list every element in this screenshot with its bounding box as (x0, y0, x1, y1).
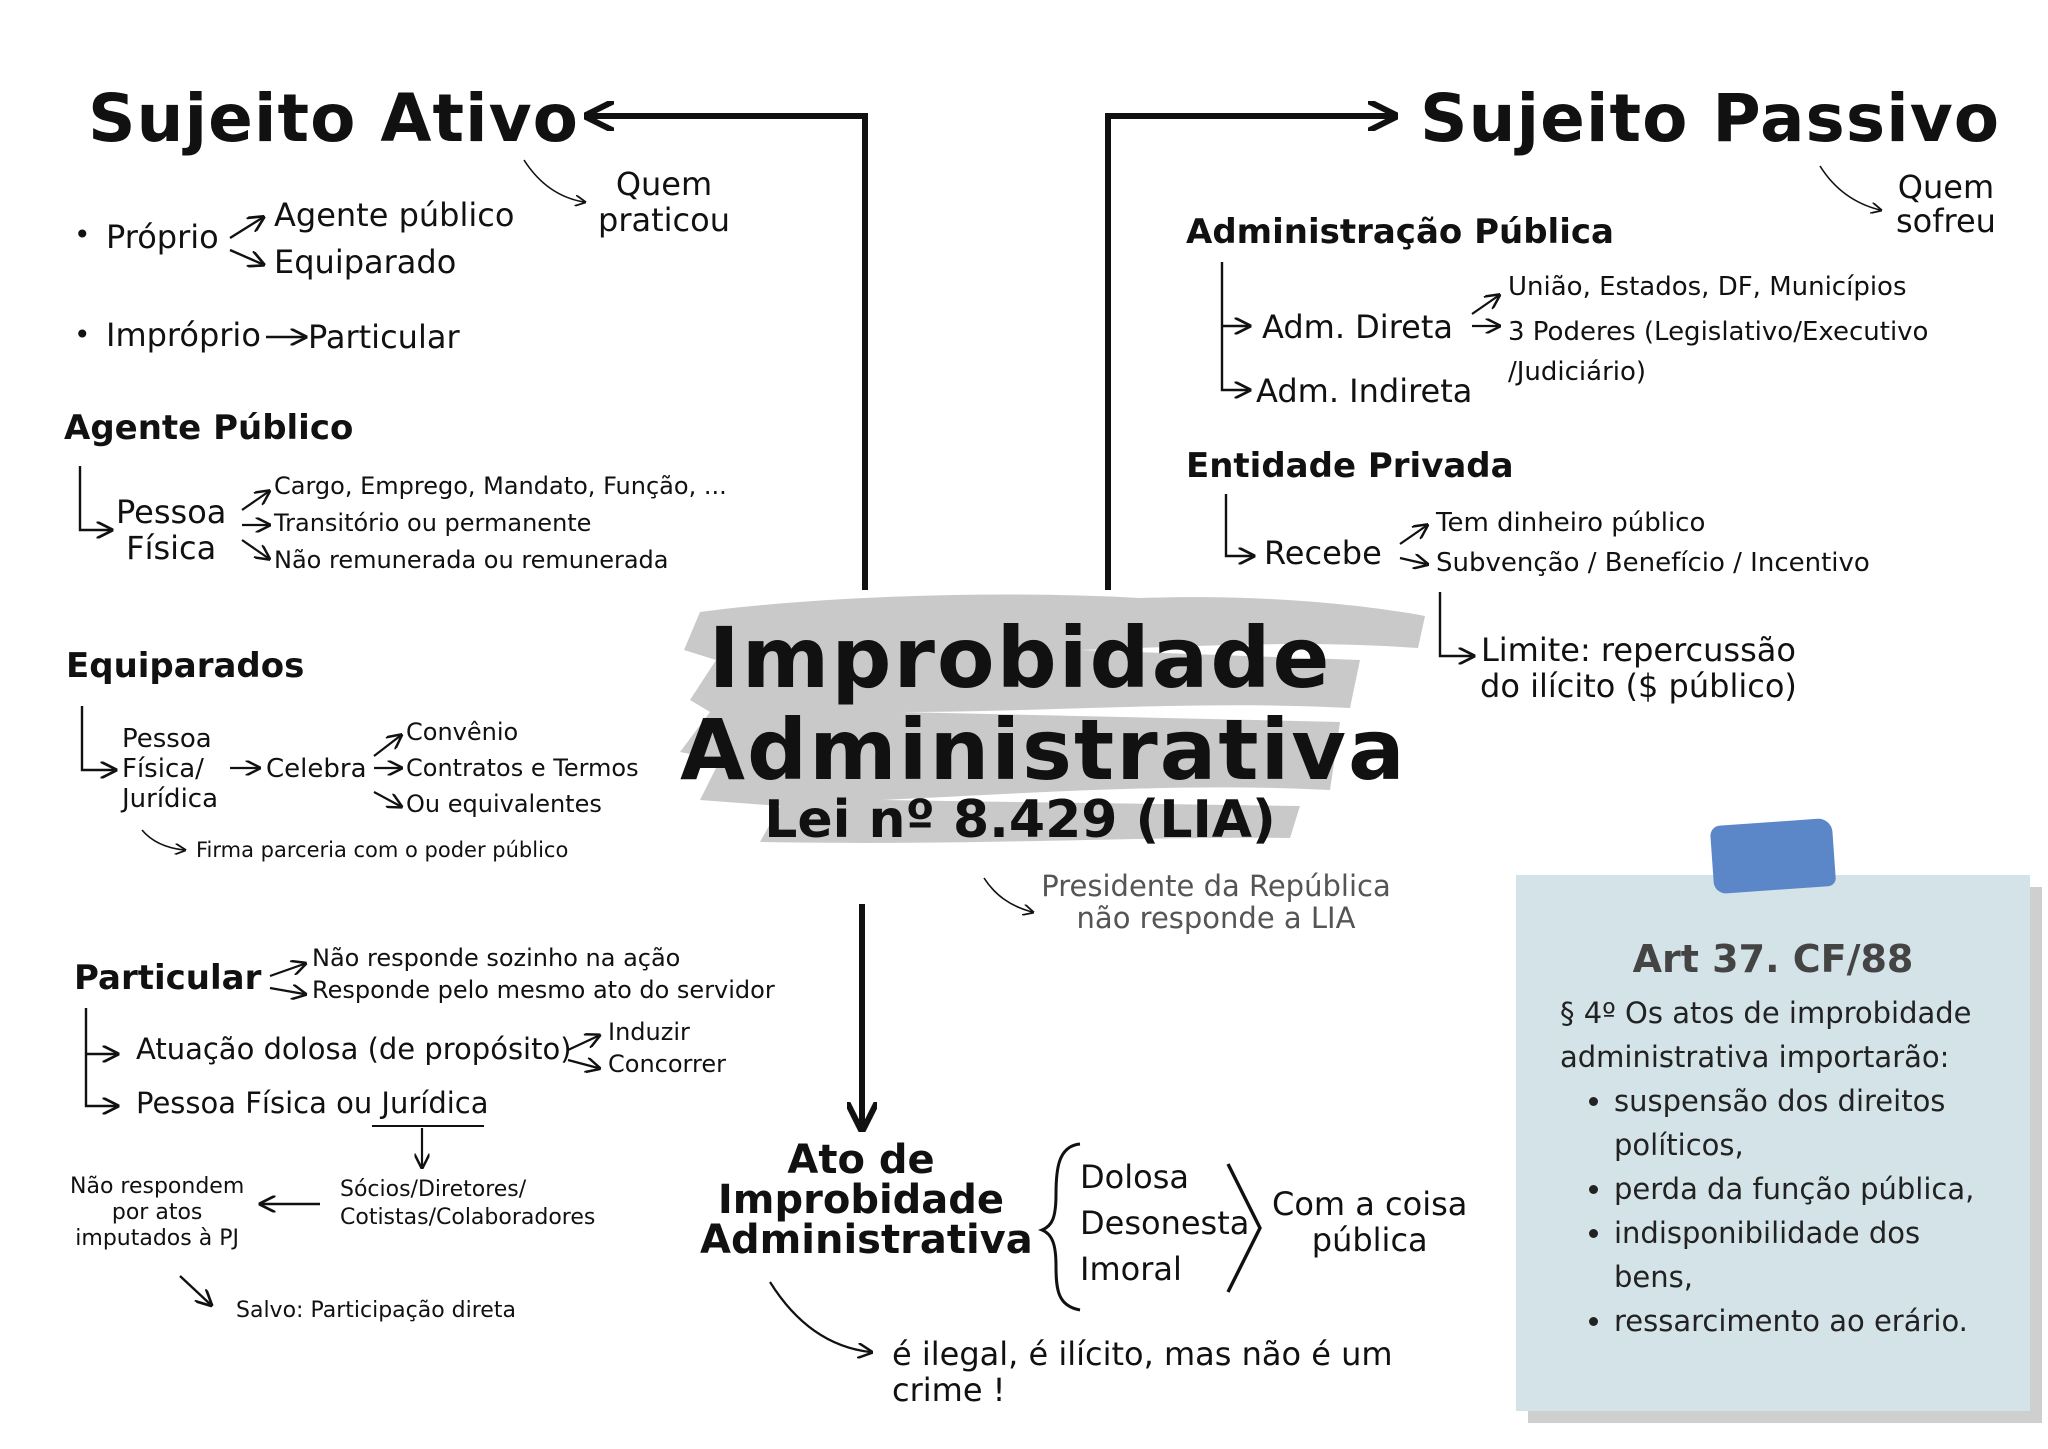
agente-item: Transitório ou permanente (274, 509, 592, 537)
recebe-item: Tem dinheiro público (1436, 508, 1706, 538)
quality-item: Desonesta (1080, 1204, 1250, 1242)
adm-publica-title: Administração Pública (1186, 212, 1614, 252)
agente-item: Não remunerada ou remunerada (274, 546, 669, 574)
equiparado-item: Convênio (406, 718, 519, 746)
particular-rule: Responde pelo mesmo ato do servidor (312, 976, 775, 1004)
recebe-label: Recebe (1264, 534, 1382, 572)
quem-praticou-note: Quem praticou (598, 165, 730, 239)
improprio-label: Impróprio (106, 316, 261, 354)
art37-note-card (1516, 875, 2030, 1411)
firma-parceria-note: Firma parceria com o poder público (196, 838, 569, 862)
art37-list (1556, 1079, 2048, 1343)
art37-item: • indisponibilidade dos bens, (1614, 1211, 2048, 1299)
recebe-item: Subvenção / Benefício / Incentivo (1436, 548, 1870, 578)
sujeito-ativo-title: Sujeito Ativo (88, 80, 580, 157)
quality-item: Dolosa (1080, 1158, 1189, 1196)
adm-indireta-label: Adm. Indireta (1256, 372, 1473, 410)
particular-rule: Não responde sozinho na ação (312, 944, 681, 972)
equiparado-item: Contratos e Termos (406, 754, 639, 782)
arrow-to-sujeito-passivo (1108, 116, 1392, 590)
art37-intro: § 4º Os atos de improbidade administrativa importarão: (1560, 996, 1972, 1074)
pessoa-fisica-juridica-label: Pessoa Física/ Jurídica (122, 724, 219, 814)
salvo-label: Salvo: Participação direta (236, 1298, 516, 1323)
center-title-line2: Administrativa (680, 701, 1407, 799)
coisa-publica-label: Com a coisa pública (1272, 1185, 1468, 1259)
equiparados-title: Equiparados (66, 646, 305, 686)
bullet-dot: • (74, 318, 91, 351)
socios-label: Sócios/Diretores/ Cotistas/Colaboradores (340, 1177, 596, 1230)
ato-note: é ilegal, é ilícito, mas não é um crime ! (892, 1335, 1393, 1409)
agente-publico-title: Agente Público (64, 408, 354, 448)
quality-item: Imoral (1080, 1250, 1182, 1288)
pessoa-fisica-label: Pessoa Física (116, 493, 227, 567)
particular-item: Particular (308, 318, 460, 356)
bullet-dot: • (74, 218, 91, 251)
president-note: Presidente da República não responde a LIA (1041, 869, 1391, 935)
concorrer-item: Concorrer (608, 1050, 726, 1078)
center-title-line1: Improbidade (708, 609, 1332, 707)
tape-decoration (1710, 818, 1836, 894)
adm-direta-item: União, Estados, DF, Municípios (1508, 272, 1907, 302)
agente-publico-item: Agente público (274, 196, 515, 234)
induzir-item: Induzir (608, 1018, 690, 1046)
art37-item: • ressarcimento ao erário. (1614, 1299, 2048, 1343)
equiparado-item: Ou equivalentes (406, 790, 602, 818)
particular-title: Particular (74, 958, 262, 998)
adm-direta-item: 3 Poderes (Legislativo/Executivo /Judiciário) (1508, 317, 1929, 387)
limite-label: Limite: repercussão do ilícito ($ público) (1480, 631, 1797, 705)
atuacao-dolosa-label: Atuação dolosa (de propósito) (136, 1032, 572, 1066)
pessoa-fisica-ou-juridica-label: Pessoa Física ou Jurídica (136, 1086, 489, 1120)
proprio-label: Próprio (106, 218, 219, 256)
art37-item: • perda da função pública, (1614, 1167, 2048, 1211)
celebra-label: Celebra (266, 754, 367, 784)
nao-respondem-label: Não respondem por atos imputados à PJ (70, 1174, 245, 1251)
adm-direta-label: Adm. Direta (1262, 308, 1453, 346)
ato-title: Ato de Improbidade Administrativa (700, 1137, 1033, 1263)
equiparado-item: Equiparado (274, 243, 457, 281)
art37-item: • suspensão dos direitos políticos, (1614, 1079, 2048, 1167)
entidade-privada-title: Entidade Privada (1186, 446, 1514, 486)
quem-sofreu-note: Quem sofreu (1896, 168, 1996, 240)
agente-item: Cargo, Emprego, Mandato, Função, ... (274, 472, 727, 500)
sujeito-passivo-title: Sujeito Passivo (1420, 80, 2001, 157)
law-label: Lei nº 8.429 (LIA) (764, 790, 1276, 850)
art37-title: Art 37. CF/88 (1632, 937, 1914, 981)
